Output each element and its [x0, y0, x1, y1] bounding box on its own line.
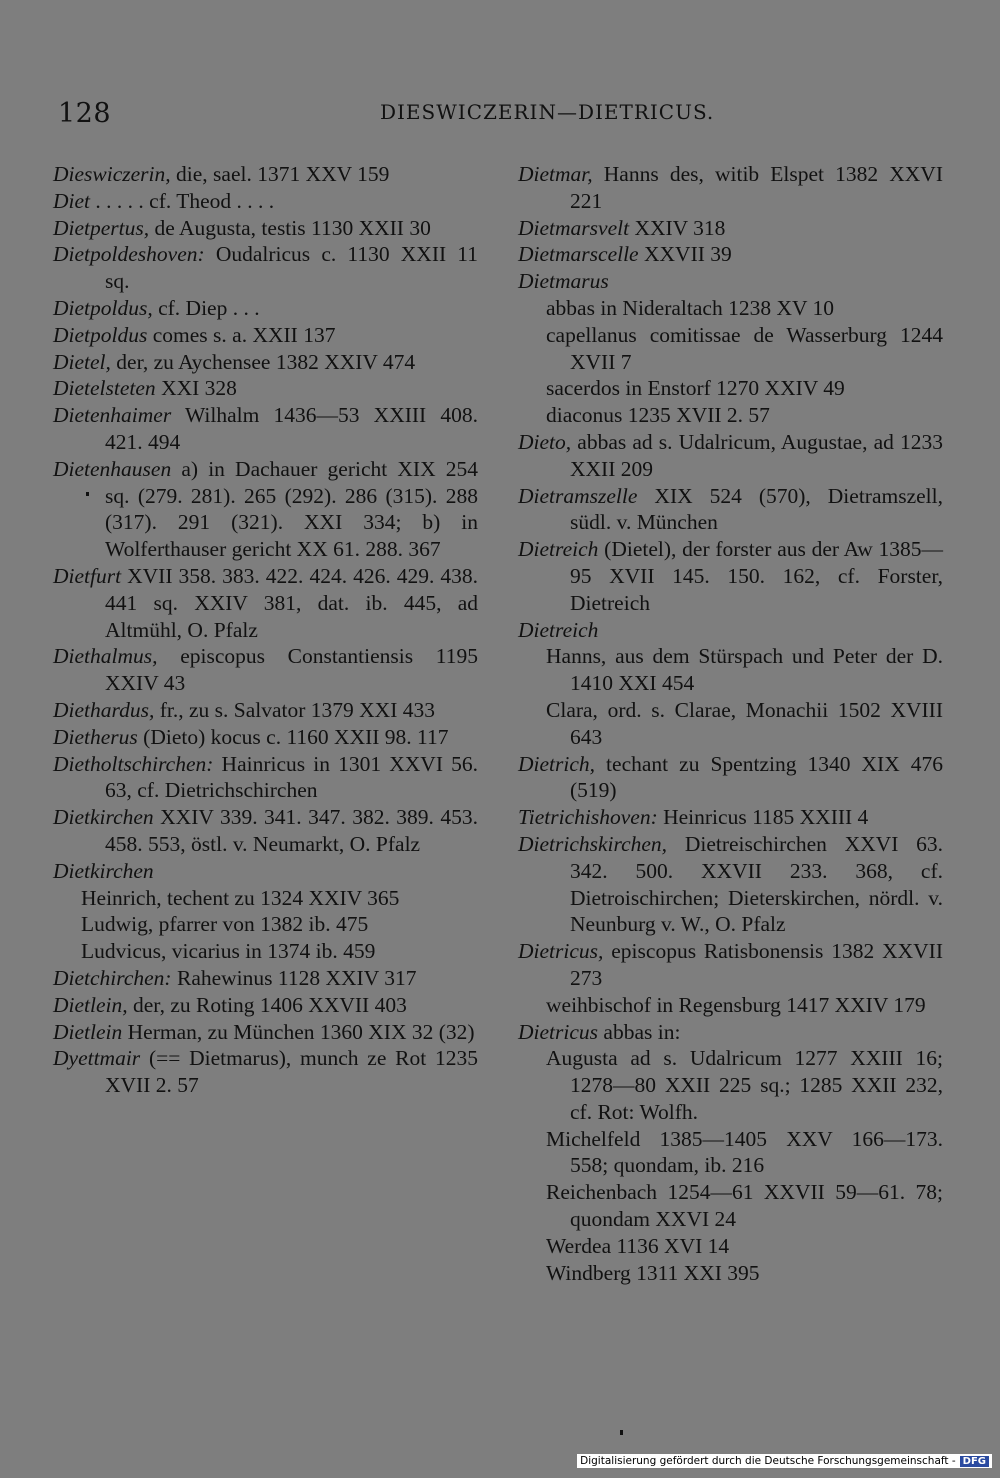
index-entry [518, 831, 943, 938]
index-entry [53, 375, 478, 402]
index-entry [518, 215, 943, 242]
index-entry [518, 804, 943, 831]
entry-text: Hanns, aus dem Stürspach und Peter der D. 1410 XXI 454 [546, 644, 943, 696]
index-entry [53, 563, 478, 643]
entry-text: Augusta ad s. Udalricum 1277 XXIII 16; 1278—80 XXII 225 sq.; 1285 XXII 232, cf. Rot: Wolfh. [546, 1046, 943, 1124]
entry-keyword: Dietenhausen [53, 456, 172, 481]
entry-text: Ludwig, pfarrer von 1382 ib. 475 [81, 912, 369, 937]
entry-text: Herman, zu München 1360 XIX 32 (32) [122, 1019, 475, 1044]
entry-text: (Dieto) kocus c. 1160 XXII 98. 117 [137, 724, 449, 749]
entry-keyword: Dietpoldus, [53, 295, 153, 320]
index-entry [53, 295, 478, 322]
index-entry [53, 643, 478, 697]
entry-text: episcopus Ratisbonensis 1382 XXVII 273 [570, 939, 943, 990]
index-entry [53, 751, 478, 805]
index-entry [518, 1126, 943, 1180]
entry-keyword: Dietenhaimer [53, 403, 172, 428]
index-entry [518, 1260, 943, 1287]
entry-text: (== Dietmarus), munch ze Rot 1235 XVII 2. 57 [105, 1046, 478, 1098]
index-entry [53, 1045, 478, 1099]
entry-text: der, zu Aychensee 1382 XXIV 474 [110, 349, 416, 374]
entry-text: XVII 358. 383. 422. 424. 426. 429. 438. 441 sq. XXIV 381, dat. ib. 445, ad Altmühl, O. Pfalz [105, 563, 478, 642]
dfg-logo: DFG [960, 1456, 989, 1467]
entry-keyword: Dietmarscelle [518, 242, 639, 267]
index-entry [518, 1019, 943, 1046]
entry-keyword: Dietel, [53, 349, 111, 374]
index-entry [518, 938, 943, 992]
entry-text: Dietreischirchen XXVI 63. 342. 500. XXVII 233. 368, cf. Dietroischirchen; Dieterskirchen, nördl. v. Neunburg v. W., O. Pfalz [570, 831, 943, 937]
left-column [53, 161, 478, 1099]
index-entry [53, 965, 478, 992]
index-entry [518, 536, 943, 616]
entry-text: Clara, ord. s. Clarae, Monachii 1502 XVIII 643 [546, 697, 943, 749]
entry-text: Ludvicus, vicarius in 1374 ib. 459 [81, 939, 376, 964]
entry-keyword: Dietpertus, [53, 215, 150, 240]
entry-text: Hainricus in 1301 XXVI 56. 63, cf. Dietrichschirchen [105, 751, 478, 803]
entry-keyword: Dietrich, [518, 751, 596, 776]
entry-keyword: Dietelsteten [53, 376, 156, 401]
entry-text: der, zu Roting 1406 XXVII 403 [127, 992, 407, 1017]
entry-keyword: Dietricus [518, 1019, 599, 1044]
entry-keyword: Dietmarsvelt [518, 215, 630, 240]
entry-text: abbas ad s. Udalricum, Augustae, ad 1233 XXII 209 [570, 429, 943, 481]
entry-text: abbas in Nideraltach 1238 XV 10 [546, 295, 834, 320]
entry-keyword: Dietkirchen [53, 858, 154, 883]
entry-keyword: Dietmar, [518, 162, 593, 186]
entry-text: Rahewinus 1128 XXIV 317 [171, 965, 417, 990]
entry-text: Michelfeld 1385—1405 XXV 166—173. 558; quondam, ib. 216 [546, 1126, 943, 1178]
index-entry [53, 724, 478, 751]
index-entry [53, 697, 478, 724]
index-entry [518, 268, 943, 295]
footer-credit [577, 1454, 992, 1468]
entry-text: Windberg 1311 XXI 395 [546, 1260, 760, 1285]
entry-keyword: Dietlein [53, 1019, 123, 1044]
entry-text: die, sael. 1371 XXV 159 [170, 162, 390, 186]
index-entry [518, 322, 943, 376]
entry-keyword: Dietchirchen: [53, 965, 172, 990]
entry-keyword: Diet [53, 188, 91, 213]
entry-text: diaconus 1235 XVII 2. 57 [546, 403, 770, 428]
entry-text: de Augusta, testis 1130 XXII 30 [149, 215, 431, 240]
entry-text: XXIV 318 [629, 215, 726, 240]
entry-text: abbas in: [598, 1019, 681, 1044]
index-entry [53, 938, 478, 965]
entry-keyword: Dietreich [518, 537, 599, 562]
entry-text: XIX 524 (570), Dietramszell, südl. v. München [570, 483, 943, 535]
entry-text: Reichenbach 1254—61 XXVII 59—61. 78; quondam XXVI 24 [546, 1180, 943, 1232]
index-entry [53, 215, 478, 242]
index-entry [518, 751, 943, 805]
entry-text: weihbischof in Regensburg 1417 XXIV 179 [546, 992, 926, 1017]
entry-keyword: Diethalmus, [53, 644, 158, 669]
index-entry [53, 1019, 478, 1046]
entry-text: (Dietel), der forster aus der Aw 1385—95 XVII 145. 150. 162, cf. Forster, Dietreich [570, 537, 943, 615]
entry-keyword: Dietrichskirchen, [518, 831, 668, 856]
entry-text: Heinricus 1185 XXIII 4 [657, 805, 869, 830]
entry-keyword: Dietholtschirchen: [53, 751, 214, 776]
entry-keyword: Dietricus, [518, 939, 604, 964]
entry-text: XXI 328 [155, 376, 237, 401]
index-entry [518, 429, 943, 483]
entry-text: capellanus comitissae de Wasserburg 1244 XVII 7 [546, 322, 943, 374]
index-entry [518, 483, 943, 537]
index-entry [53, 402, 478, 456]
index-entry [53, 885, 478, 912]
index-entry [53, 456, 478, 563]
page-title: DIESWICZERIN—DIETRICUS. [380, 100, 715, 124]
index-entry [518, 1179, 943, 1233]
entry-keyword: Dietkirchen [53, 805, 154, 830]
index-entry [518, 1045, 943, 1125]
entry-keyword: Dietpoldus [53, 322, 148, 347]
entry-keyword: Dietmarus [518, 269, 609, 294]
index-entry [518, 241, 943, 268]
index-entry [53, 992, 478, 1019]
entry-text: episcopus Constantiensis 1195 XXIV 43 [105, 644, 478, 696]
entry-keyword: Dieswiczerin, [53, 162, 171, 186]
index-entry [518, 295, 943, 322]
entry-text: Heinrich, techent zu 1324 XXIV 365 [81, 885, 400, 910]
entry-keyword: Dietreich [518, 617, 599, 642]
right-column [518, 161, 943, 1286]
index-entry [53, 241, 478, 295]
entry-keyword: Dietpoldeshoven: [53, 242, 205, 267]
entry-keyword: Diethardus, [53, 697, 155, 722]
index-entry [518, 1233, 943, 1260]
entry-text: Hanns des, witib Elspet 1382 XXVI 221 [570, 162, 943, 213]
index-entry [518, 402, 943, 429]
entry-text: XXIV 339. 341. 347. 382. 389. 453. 458. 553, östl. v. Neumarkt, O. Pfalz [105, 805, 478, 856]
entry-text: . . . . . cf. Theod . . . . [90, 188, 275, 213]
index-entry [518, 992, 943, 1019]
entry-text: Oudalricus c. 1130 XXII 11 sq. [105, 242, 478, 294]
index-entry [518, 375, 943, 402]
index-entry [518, 617, 943, 644]
index-entry [53, 161, 478, 188]
entry-text: techant zu Spentzing 1340 XIX 476 (519) [570, 751, 943, 803]
index-entry [518, 161, 943, 215]
entry-keyword: Dieto, [518, 429, 572, 454]
print-mark [620, 1430, 623, 1435]
index-entry [53, 322, 478, 349]
entry-keyword: Dietfurt [53, 563, 122, 588]
entry-text: cf. Diep . . . [152, 295, 260, 320]
index-entry [53, 349, 478, 376]
index-entry [53, 188, 478, 215]
entry-text: Werdea 1136 XVI 14 [546, 1233, 730, 1258]
entry-keyword: Dietlein, [53, 992, 128, 1017]
index-entry [53, 804, 478, 858]
entry-text: a) in Dachauer gericht XIX 254 sq. (279. 281). 265 (292). 286 (315). 288 (317). 291 (321). XXI 334; b) in Wolferthauser gericht XX 61. 288. 367 [105, 456, 478, 562]
entry-keyword: Dietramszelle [518, 483, 638, 508]
entry-keyword: Dyettmair [53, 1046, 141, 1071]
index-entry [518, 697, 943, 751]
entry-text: fr., zu s. Salvator 1379 XXI 433 [154, 697, 435, 722]
entry-text: Wilhalm 1436—53 XXIII 408. 421. 494 [105, 403, 478, 454]
entry-text: sacerdos in Enstorf 1270 XXIV 49 [546, 376, 845, 401]
index-entry [518, 643, 943, 697]
index-entry [53, 858, 478, 885]
index-entry [53, 911, 478, 938]
entry-text: XXVII 39 [638, 242, 732, 267]
entry-keyword: Tietrichishoven: [518, 805, 658, 830]
entry-keyword: Dietherus [53, 724, 138, 749]
footer-text: Digitalisierung gefördert durch die Deutsche Forschungsgemeinschaft - [580, 1455, 956, 1467]
page-number: 128 [58, 98, 112, 129]
entry-text: comes s. a. XXII 137 [147, 322, 336, 347]
